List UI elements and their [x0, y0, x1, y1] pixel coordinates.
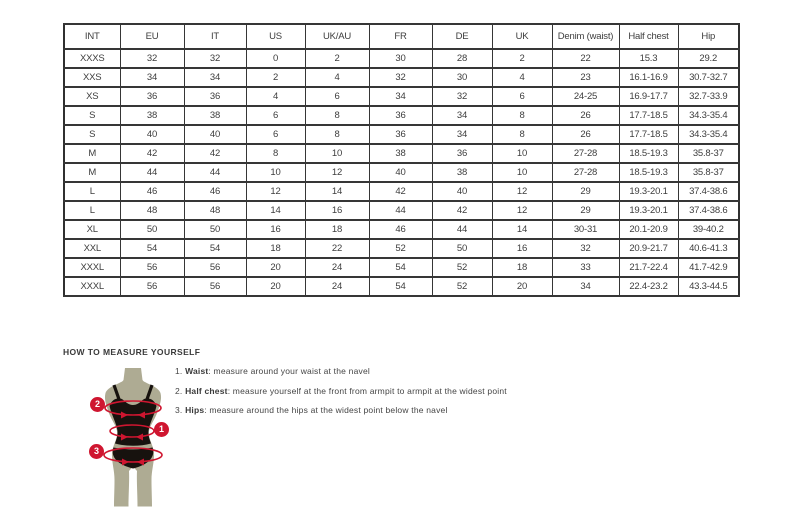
size-cell: 30-31: [552, 220, 619, 239]
size-cell: 24: [305, 258, 369, 277]
size-cell: 33: [552, 258, 619, 277]
size-cell: S: [64, 125, 120, 144]
size-cell: 6: [246, 106, 305, 125]
size-cell: 50: [120, 220, 184, 239]
size-cell: 34.3-35.4: [678, 106, 739, 125]
size-cell: 48: [120, 201, 184, 220]
size-row-s-40: [64, 125, 739, 144]
size-cell: 36: [184, 87, 246, 106]
size-cell: 32.7-33.9: [678, 87, 739, 106]
step-number: 2.: [175, 385, 183, 396]
size-cell: 10: [305, 144, 369, 163]
size-cell: 35.8-37: [678, 144, 739, 163]
size-cell: 18.5-19.3: [619, 163, 678, 182]
size-cell: 44: [120, 163, 184, 182]
size-cell: 54: [369, 277, 432, 296]
size-cell: 17.7-18.5: [619, 106, 678, 125]
size-cell: 4: [492, 68, 552, 87]
size-cell: 16.9-17.7: [619, 87, 678, 106]
size-cell: 29.2: [678, 49, 739, 68]
size-cell: 56: [184, 277, 246, 296]
measure-steps-list: [175, 363, 507, 422]
size-cell: 32: [120, 49, 184, 68]
table-header-row: [64, 24, 739, 49]
size-cell: 42: [120, 144, 184, 163]
size-cell: 10: [492, 144, 552, 163]
size-cell: 41.7-42.9: [678, 258, 739, 277]
size-cell: 22.4-23.2: [619, 277, 678, 296]
size-cell: 18: [305, 220, 369, 239]
size-cell: 8: [492, 125, 552, 144]
size-cell: 16.1-16.9: [619, 68, 678, 87]
size-cell: 6: [305, 87, 369, 106]
size-cell: 17.7-18.5: [619, 125, 678, 144]
size-cell: 27-28: [552, 144, 619, 163]
size-cell: 34: [184, 68, 246, 87]
size-cell: 54: [184, 239, 246, 258]
size-cell: XXL: [64, 239, 120, 258]
size-cell: 19.3-20.1: [619, 201, 678, 220]
size-cell: 42: [184, 144, 246, 163]
size-cell: 34.3-35.4: [678, 125, 739, 144]
size-cell: 19.3-20.1: [619, 182, 678, 201]
half-chest-marker-badge: 2: [90, 397, 105, 412]
size-cell: 8: [492, 106, 552, 125]
size-cell: 8: [305, 106, 369, 125]
size-row-xs-36: [64, 87, 739, 106]
size-cell: 34: [369, 87, 432, 106]
column-header-eu: EU: [120, 24, 184, 49]
size-cell: XXS: [64, 68, 120, 87]
measure-step-hips: [175, 402, 507, 422]
size-cell: XL: [64, 220, 120, 239]
size-cell: S: [64, 106, 120, 125]
size-cell: 46: [120, 182, 184, 201]
size-cell: 40: [120, 125, 184, 144]
column-header-denim-waist: Denim (waist): [552, 24, 619, 49]
size-cell: 37.4-38.6: [678, 182, 739, 201]
size-cell: 22: [305, 239, 369, 258]
size-row-xxxl-56: [64, 258, 739, 277]
size-cell: 26: [552, 125, 619, 144]
size-cell: XS: [64, 87, 120, 106]
step-text: : measure around the hips at the widest point below the navel: [204, 405, 448, 415]
size-row-xxxl-56: [64, 277, 739, 296]
column-header-uk: UK: [492, 24, 552, 49]
size-row-m-42: [64, 144, 739, 163]
size-conversion-table: [63, 23, 740, 297]
size-row-xxs-34: [64, 68, 739, 87]
size-cell: 40.6-41.3: [678, 239, 739, 258]
size-cell: 56: [120, 258, 184, 277]
size-cell: 36: [120, 87, 184, 106]
size-cell: 4: [305, 68, 369, 87]
size-cell: XXXL: [64, 277, 120, 296]
size-cell: 40: [432, 182, 492, 201]
column-header-hip: Hip: [678, 24, 739, 49]
step-number: 1.: [175, 366, 183, 376]
size-cell: 34: [432, 125, 492, 144]
hips-marker-badge: 3: [89, 444, 104, 459]
size-cell: 32: [369, 68, 432, 87]
size-cell: 37.4-38.6: [678, 201, 739, 220]
size-cell: 56: [120, 277, 184, 296]
waist-marker-badge: 1: [154, 422, 169, 437]
size-cell: 22: [552, 49, 619, 68]
column-header-uk-au: UK/AU: [305, 24, 369, 49]
measure-illustration: [78, 368, 188, 513]
size-row-s-38: [64, 106, 739, 125]
size-cell: 52: [432, 258, 492, 277]
size-cell: 14: [492, 220, 552, 239]
size-cell: 14: [305, 182, 369, 201]
size-cell: 48: [184, 201, 246, 220]
size-cell: M: [64, 144, 120, 163]
size-cell: 38: [120, 106, 184, 125]
size-cell: 2: [305, 49, 369, 68]
size-cell: 52: [432, 277, 492, 296]
size-row-xxxs-32: [64, 49, 739, 68]
size-cell: 50: [184, 220, 246, 239]
size-cell: 36: [432, 144, 492, 163]
size-cell: 12: [492, 182, 552, 201]
size-cell: 0: [246, 49, 305, 68]
size-cell: 38: [184, 106, 246, 125]
measure-step-half-chest: [175, 383, 507, 403]
size-cell: 16: [246, 220, 305, 239]
size-cell: 15.3: [619, 49, 678, 68]
size-cell: 6: [492, 87, 552, 106]
size-cell: 20: [492, 277, 552, 296]
size-cell: 8: [246, 144, 305, 163]
size-cell: 46: [369, 220, 432, 239]
size-cell: 30.7-32.7: [678, 68, 739, 87]
size-cell: M: [64, 163, 120, 182]
size-row-l-48: [64, 201, 739, 220]
size-cell: 20: [246, 277, 305, 296]
size-cell: 10: [246, 163, 305, 182]
step-label: Half chest: [185, 385, 228, 396]
size-cell: 46: [184, 182, 246, 201]
step-number: 3.: [175, 405, 183, 415]
size-cell: 27-28: [552, 163, 619, 182]
measure-title: HOW TO MEASURE YOURSELF: [63, 347, 201, 357]
size-cell: 32: [552, 239, 619, 258]
size-cell: 38: [369, 144, 432, 163]
size-cell: L: [64, 182, 120, 201]
size-cell: 2: [492, 49, 552, 68]
size-cell: 43.3-44.5: [678, 277, 739, 296]
size-cell: 50: [432, 239, 492, 258]
size-cell: 12: [305, 163, 369, 182]
size-cell: 40: [184, 125, 246, 144]
size-row-xxl-54: [64, 239, 739, 258]
size-cell: 4: [246, 87, 305, 106]
size-cell: 2: [246, 68, 305, 87]
size-cell: 42: [369, 182, 432, 201]
column-header-half-chest: Half chest: [619, 24, 678, 49]
size-cell: 44: [432, 220, 492, 239]
size-cell: 20: [246, 258, 305, 277]
size-cell: 18: [492, 258, 552, 277]
size-cell: 23: [552, 68, 619, 87]
size-cell: 28: [432, 49, 492, 68]
size-cell: 26: [552, 106, 619, 125]
size-cell: 8: [305, 125, 369, 144]
size-cell: 24: [305, 277, 369, 296]
size-cell: 36: [369, 106, 432, 125]
size-cell: 54: [120, 239, 184, 258]
size-cell: 34: [552, 277, 619, 296]
size-cell: 32: [184, 49, 246, 68]
size-cell: 42: [432, 201, 492, 220]
size-cell: 16: [492, 239, 552, 258]
size-cell: XXXS: [64, 49, 120, 68]
size-cell: 29: [552, 201, 619, 220]
size-cell: 44: [369, 201, 432, 220]
size-cell: 29: [552, 182, 619, 201]
size-cell: XXXL: [64, 258, 120, 277]
size-cell: 35.8-37: [678, 163, 739, 182]
size-cell: 24-25: [552, 87, 619, 106]
size-cell: 34: [432, 106, 492, 125]
size-cell: 6: [246, 125, 305, 144]
size-cell: 40: [369, 163, 432, 182]
step-text: : measure yourself at the front from armpit to armpit at the widest point: [227, 385, 507, 396]
step-label: Hips: [185, 405, 205, 415]
size-cell: 54: [369, 258, 432, 277]
mannequin-swimsuit-illustration: [78, 368, 188, 513]
size-cell: 16: [305, 201, 369, 220]
size-cell: 12: [492, 201, 552, 220]
size-cell: 12: [246, 182, 305, 201]
column-header-int: INT: [64, 24, 120, 49]
size-cell: 38: [432, 163, 492, 182]
size-cell: L: [64, 201, 120, 220]
size-cell: 44: [184, 163, 246, 182]
column-header-it: IT: [184, 24, 246, 49]
size-cell: 32: [432, 87, 492, 106]
measure-step-waist: [175, 363, 507, 383]
size-cell: 52: [369, 239, 432, 258]
size-cell: 30: [369, 49, 432, 68]
size-cell: 21.7-22.4: [619, 258, 678, 277]
column-header-de: DE: [432, 24, 492, 49]
size-row-m-44: [64, 163, 739, 182]
size-cell: 34: [120, 68, 184, 87]
size-cell: 36: [369, 125, 432, 144]
column-header-us: US: [246, 24, 305, 49]
size-cell: 10: [492, 163, 552, 182]
size-cell: 18.5-19.3: [619, 144, 678, 163]
size-cell: 20.1-20.9: [619, 220, 678, 239]
size-cell: 20.9-21.7: [619, 239, 678, 258]
size-cell: 30: [432, 68, 492, 87]
size-cell: 39-40.2: [678, 220, 739, 239]
size-cell: 18: [246, 239, 305, 258]
size-row-xl-50: [64, 220, 739, 239]
column-header-fr: FR: [369, 24, 432, 49]
size-cell: 14: [246, 201, 305, 220]
size-cell: 56: [184, 258, 246, 277]
step-label: Waist: [185, 366, 209, 376]
step-text: : measure around your waist at the navel: [208, 366, 370, 376]
size-row-l-46: [64, 182, 739, 201]
